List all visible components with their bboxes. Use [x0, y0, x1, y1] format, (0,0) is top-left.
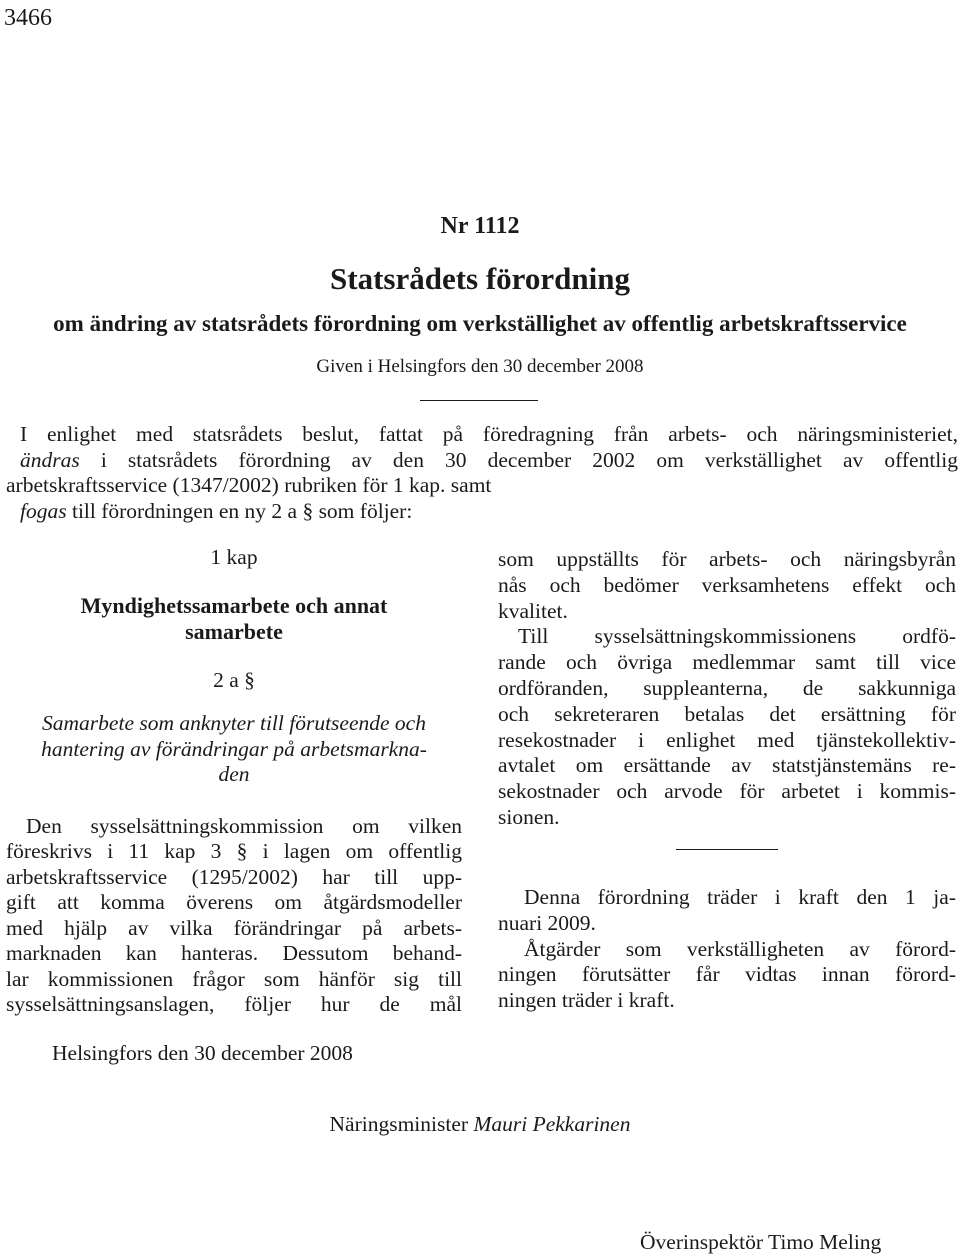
body-line: resekostnader i enlighet med tjänstekollektiv-	[498, 727, 956, 752]
preamble-line-1: I enlighet med statsrådets beslut, fattat på föredragning från arbets- och näringsministeriet,	[20, 422, 958, 446]
body-line: Åtgärder som verkställigheten av förord-	[524, 936, 956, 961]
preamble	[6, 422, 958, 524]
entry-into-force	[498, 885, 956, 1014]
body-line: ordföranden, suppleanterna, de sakkunniga	[498, 675, 956, 700]
minister-name: Mauri Pekkarinen	[473, 1112, 631, 1136]
paragraph-measures	[498, 937, 956, 1014]
chapter-label: 1 kap	[210, 545, 258, 569]
body-line: Till sysselsättningskommissionens ordfö-	[518, 624, 956, 649]
body-line: arbetskraftsservice (1295/2002) har till upp-	[6, 864, 462, 889]
preamble-keyword-fogas: fogas	[20, 498, 67, 523]
paragraph-compensation	[498, 624, 956, 830]
body-line: ningen förutsätter får vidtas innan förord-	[498, 962, 956, 987]
given-date: Given i Helsingfors den 30 december 2008	[316, 356, 644, 377]
signature-place-date: Helsingfors den 30 december 2008	[52, 1041, 353, 1065]
document-number: Nr 1112	[440, 213, 520, 239]
body-line: avtalet om ersättande av statstjänstemäns re-	[498, 753, 956, 778]
paragraph-continuation	[498, 547, 956, 624]
title-divider	[420, 400, 538, 401]
body-line: Denna förordning träder i kraft den 1 ja-	[524, 885, 956, 909]
body-line: ningen träder i kraft.	[498, 988, 675, 1013]
signature-inspector: Överinspektör Timo Meling	[640, 1230, 882, 1254]
document-title: Statsrådets förordning	[330, 261, 630, 296]
section-title	[6, 711, 462, 788]
body-line: gift att komma överens om åtgärdsmodeller	[6, 890, 462, 914]
minister-title: Näringsminister	[329, 1112, 474, 1136]
chapter-heading	[6, 593, 462, 646]
preamble-line-2-text: i statsrådets förordning av den 30 december 2002 om verkställighet av offentlig	[79, 447, 958, 472]
body-line: nuari 2009.	[498, 910, 596, 935]
left-column	[6, 545, 462, 1018]
body-line: föreskrivs i 11 kap 3 § i lagen om offentlig	[6, 839, 462, 863]
preamble-keyword-andras: ändras	[20, 447, 80, 472]
chapter-heading-line-2: samarbete	[185, 619, 283, 644]
preamble-line-3: arbetskraftsservice (1347/2002) rubriken för 1 kap. samt	[6, 473, 492, 497]
section-title-line-1: Samarbete som anknyter till förutseende och	[42, 711, 426, 735]
body-line: sekostnader och arvode för arbetet i kommis-	[498, 779, 956, 804]
preamble-line-4	[6, 499, 958, 525]
section-body	[6, 814, 462, 1018]
body-line: sionen.	[498, 804, 560, 829]
body-line: sysselsättningsanslagen, följer hur de mål	[6, 992, 462, 1016]
preamble-line-4-text: till förordningen en ny 2 a § som följer:	[66, 498, 413, 523]
chapter-heading-line-1: Myndighetssamarbete och annat	[80, 592, 388, 618]
page-number: 3466	[4, 5, 52, 31]
section-title-line-3: den	[218, 762, 250, 786]
section-title-line-2: hantering av förändringar på arbetsmarkna-	[41, 736, 427, 761]
body-line: marknaden kan hanteras. Dessutom behand-	[6, 941, 462, 965]
paragraph-entry-into-force	[498, 885, 956, 937]
body-line: med hjälp av vilka förändringar på arbets-	[6, 915, 462, 940]
body-line: Den sysselsättningskommission om vilken	[26, 813, 462, 838]
body-line: kvalitet.	[498, 598, 568, 623]
section-divider	[676, 849, 778, 850]
body-line: nås och bedömer verksamhetens effekt och	[498, 572, 956, 597]
signature-minister	[0, 1110, 960, 1138]
document-subtitle: om ändring av statsrådets förordning om verkställighet av offentlig arbetskraftsservice	[53, 311, 907, 336]
body-line: rande och övriga medlemmar samt till vice	[498, 650, 956, 675]
body-line: och sekreteraren betalas det ersättning för	[498, 701, 956, 726]
section-label: 2 a §	[213, 667, 255, 692]
body-line: som uppställts för arbets- och näringsbyrån	[498, 547, 956, 571]
right-column	[498, 547, 956, 831]
body-line: lar kommissionen frågor som hänför sig till	[6, 966, 462, 991]
preamble-line-2	[6, 448, 958, 474]
